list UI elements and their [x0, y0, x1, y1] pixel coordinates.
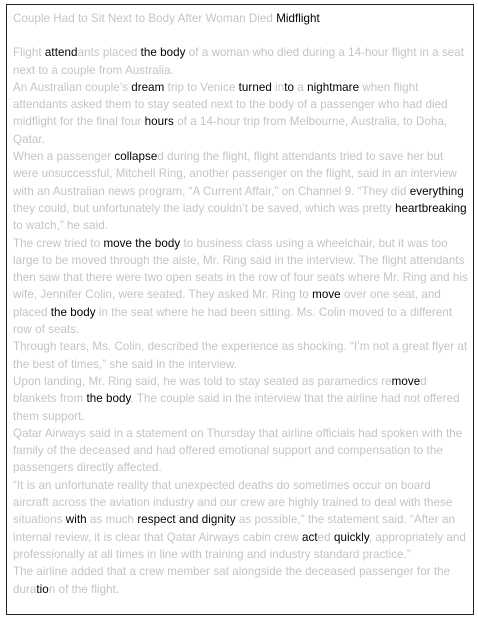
document-frame [6, 4, 474, 615]
text-segment: as possible,” the statement said. “After an internal review, it is clear that Qatar Airways cabin crew [13, 513, 455, 544]
highlighted-text-segment: move [391, 374, 421, 388]
paragraph [13, 235, 469, 339]
text-segment: to watch,” he said. [13, 219, 109, 233]
text-segment: ants placed [77, 46, 141, 60]
highlighted-text-segment: hours [144, 115, 174, 129]
text-segment: “It is an unfortunate reality that unexpected deaths do sometimes occur on board aircraft across the aviation industry and our crew are highly trained to deal with these situations [13, 478, 453, 527]
highlighted-text-segment: with [65, 513, 87, 527]
highlighted-text-segment: everything [409, 184, 464, 198]
highlighted-text-segment: collapse [114, 150, 158, 164]
paragraph [13, 79, 469, 148]
text-segment: in the seat where he had been sitting. Ms. Colin moved to a different row of seats. [13, 305, 453, 337]
text-segment: n of the flight. [48, 582, 120, 596]
text-segment: , appropriately and professionally at all times in line with training and industry standard practice.” [13, 530, 466, 561]
highlighted-text-segment: move the body [103, 236, 181, 250]
text-segment: as much [86, 513, 138, 527]
article-body [13, 10, 469, 598]
text-segment: . The couple said in the interview that the airline had not offered them support. [13, 392, 460, 423]
text-segment: The airline added that a crew member sat alongside the deceased passenger for the dura [13, 565, 451, 596]
highlighted-text-segment: the body [140, 46, 186, 60]
paragraph [13, 148, 469, 234]
highlighted-text-segment: the body [50, 305, 96, 319]
text-segment: d during the flight, flight attendants tried to save her but were unsuccessful, Mitchell Ring, another passenger on the flight, said in an interview with an Australian news program, “A Current Affair,” on Channel 9. “They did [13, 150, 457, 198]
highlighted-text-segment: Midflight [276, 12, 320, 25]
text-segment: Qatar Airways said in a statement on Thursday that airline officials had spoken with the family of the deceased and had offered emotional support and compensation to the passengers directly affected. [13, 426, 463, 475]
text-segment: over one seat, and placed [13, 288, 441, 319]
highlighted-text-segment: quickly [333, 530, 369, 544]
paragraph [13, 44, 469, 79]
text-segment: when flight attendants asked them to stay seated next to the body of a passenger who had died midflight for the final four [13, 80, 448, 129]
highlighted-text-segment: act [302, 530, 318, 544]
text-segment: Through tears, Ms. Colin, described the experience as shocking. “I’m not a great flyer at the best of times,” she said in the interview. [13, 340, 468, 371]
text-segment: When a passenger [13, 150, 115, 164]
text-segment: a [294, 80, 308, 94]
text-segment: Upon landing, Mr. Ring said, he was told to stay seated as paramedics re [13, 374, 392, 388]
highlighted-text-segment: heartbreaking [395, 201, 467, 215]
highlighted-text-segment: dream [131, 80, 165, 94]
text-segment: of a 14-hour trip from Melbourne, Australia, to Doha, Qatar. [13, 115, 448, 146]
highlighted-text-segment: the body [86, 392, 131, 406]
text-segment: Flight [13, 46, 45, 60]
article-paragraphs [13, 44, 469, 598]
text-segment: d blankets from [13, 374, 427, 406]
text-segment: they could, but unfortunately the lady couldn’t be saved, which was pretty [13, 201, 396, 215]
text-segment: ed [317, 530, 334, 544]
paragraph [13, 425, 469, 477]
text-segment: An Australian couple’s [13, 80, 132, 94]
text-segment: to business class using a wheelchair, but it was too large to be moved through the aisle, Mr. Ring said in the interview. The flight attendants then saw that there were two open seats in the row of four seats where Mr. Ring and his wife, Jennifer Colin, were seated. They asked Mr. Ring to [13, 236, 468, 302]
highlighted-text-segment: tio [36, 582, 49, 596]
paragraph [13, 373, 469, 425]
article-title [13, 10, 469, 27]
highlighted-text-segment: move [312, 288, 341, 302]
text-segment: The crew tried to [13, 236, 104, 250]
text-segment: Couple Had to Sit Next to Body After Woman Died [13, 12, 277, 25]
paragraph [13, 338, 469, 373]
highlighted-text-segment: nightmare [307, 80, 360, 94]
highlighted-text-segment: turned [238, 80, 272, 94]
text-segment: of a woman who died during a 14-hour flight in a seat next to a couple from Australia. [13, 46, 465, 77]
highlighted-text-segment: attend [44, 46, 78, 60]
text-segment: in [271, 80, 285, 94]
text-segment: trip to Venice [164, 80, 239, 94]
paragraph [13, 563, 469, 598]
highlighted-text-segment: to [284, 80, 295, 94]
paragraph [13, 477, 469, 563]
highlighted-text-segment: respect and dignity [137, 513, 236, 527]
